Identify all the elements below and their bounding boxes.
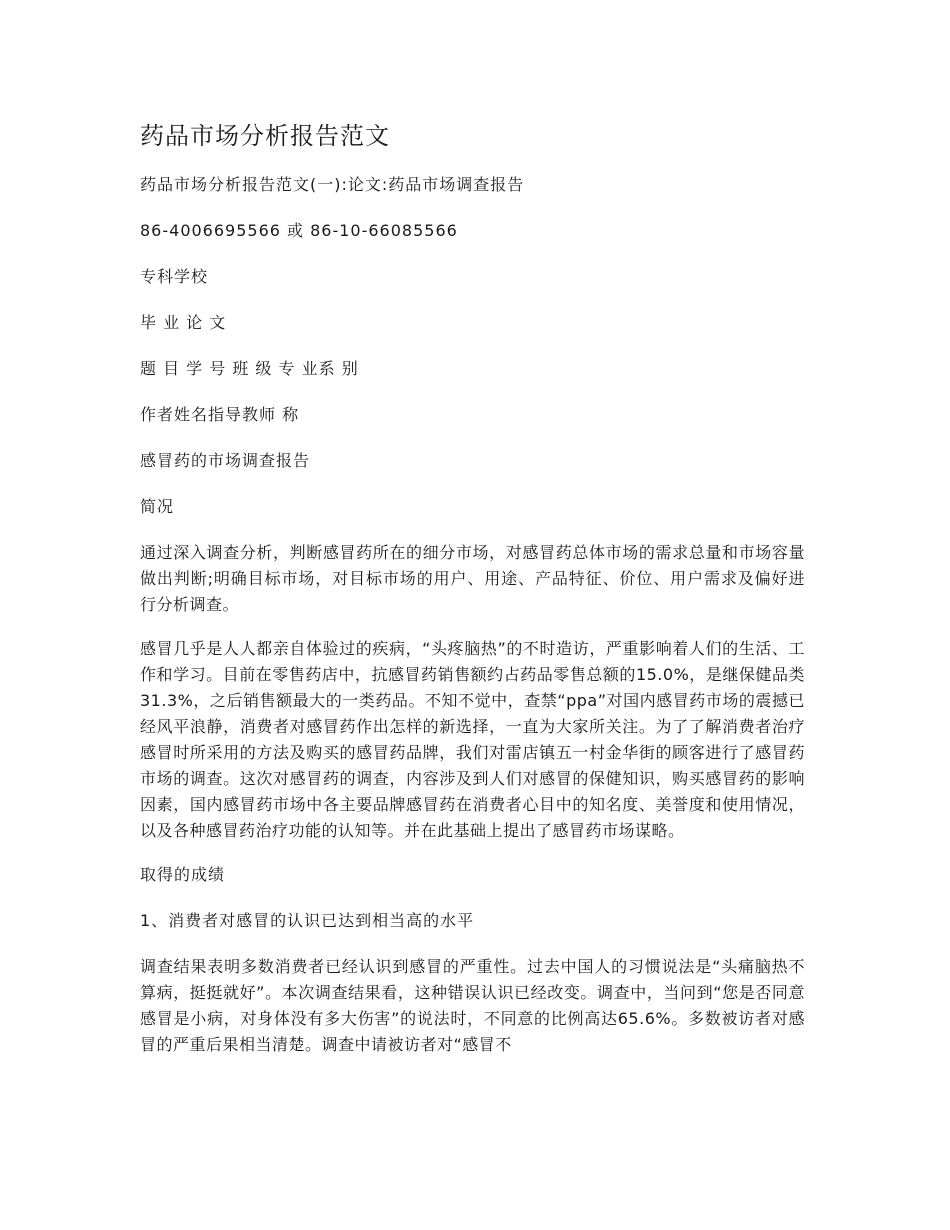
document-subtitle: 药品市场分析报告范文(一):论文:药品市场调查报告 bbox=[140, 175, 525, 194]
overview-paragraph-2: 感冒几乎是人人都亲自体验过的疾病，“头疼脑热”的不时造访，严重影响着人们的生活、工作和学习。目前在零售药店中，抗感冒药销售额约占药品零售总额的15.0%，是继保健品类31.3%，之后销售额最大的一类药品。不知不觉中，查禁“ppa”对国内感冒药市场的震撼已经风平浪静，消费者对感冒药作出怎样的新选择，一直为大家所关注。为了了解消费者治疗感冒时所采用的方法及购买的感冒药品牌，我们对雷店镇五一村金华街的顾客进行了感冒药市场的调查。这次对感冒药的调查，内容涉及到人们对感冒的保健知识，购买感冒药的影响因素，国内感冒药市场中各主要品牌感冒药在消费者心目中的知名度、美誉度和使用情况，以及各种感冒药治疗功能的认知等。并在此基础上提出了感冒药市场谋略。 bbox=[140, 639, 805, 840]
thesis-label: 毕 业 论 文 bbox=[140, 313, 227, 332]
report-title: 感冒药的市场调查报告 bbox=[140, 451, 311, 470]
results-heading: 取得的成绩 bbox=[140, 865, 226, 884]
section1-paragraph: 调查结果表明多数消费者已经认识到感冒的严重性。过去中国人的习惯说法是“头痛脑热不算病，挺挺就好”。本次调查结果看，这种错误认识已经改变。调查中，当问到“您是否同意感冒是小病，对身体没有多大伤害”的说法时，不同意的比例高达65.6%。多数被访者对感冒的严重后果相当清楚。调查中请被访者对“感冒不 bbox=[140, 957, 805, 1054]
author-line: 作者姓名指导教师 称 bbox=[140, 405, 300, 424]
document-title: 药品市场分析报告范文 bbox=[140, 122, 390, 150]
overview-heading: 简况 bbox=[140, 497, 175, 516]
document-page bbox=[140, 118, 805, 1076]
thesis-fields: 题 目 学 号 班 级 专 业系 别 bbox=[140, 359, 359, 378]
contact-phone: 86-4006695566 或 86-10-66085566 bbox=[140, 221, 458, 240]
school-label: 专科学校 bbox=[140, 267, 209, 286]
section1-heading: 1、消费者对感冒的认识已达到相当高的水平 bbox=[140, 911, 475, 930]
overview-paragraph-1: 通过深入调查分析，判断感冒药所在的细分市场，对感冒药总体市场的需求总量和市场容量做出判断;明确目标市场，对目标市场的用户、用途、产品特征、价位、用户需求及偏好进行分析调查。 bbox=[140, 543, 805, 614]
